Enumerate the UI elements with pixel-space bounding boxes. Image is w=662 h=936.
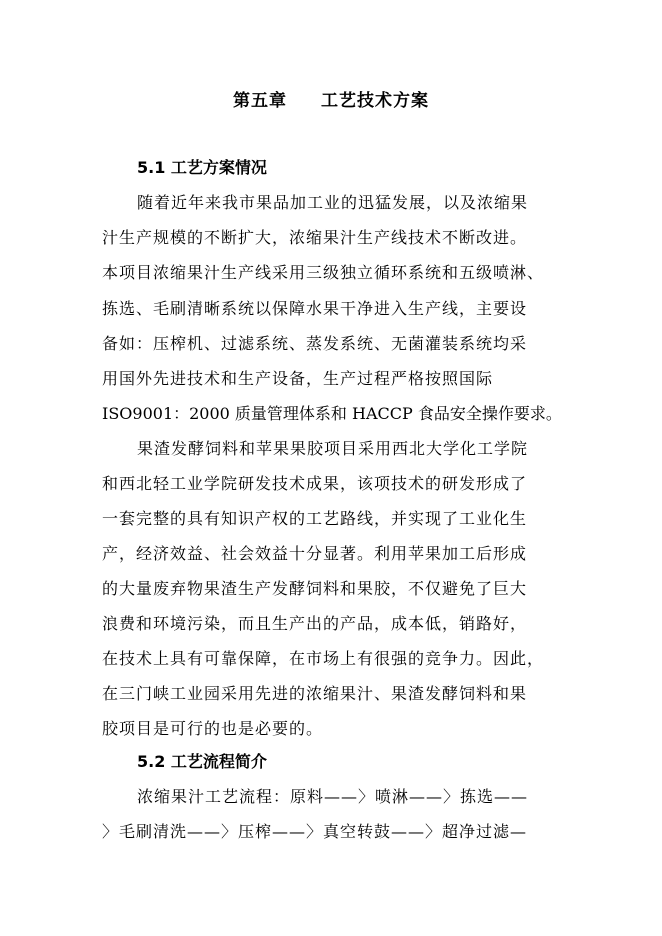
chapter-name: 工艺技术方案 bbox=[321, 91, 429, 111]
section-heading-5-2: 5.2 工艺流程简介 bbox=[137, 752, 267, 771]
paragraph-line: 浪费和环境污染，而且生产出的产品，成本低，销路好， bbox=[102, 614, 528, 633]
paragraph-line: 随着近年来我市果品加工业的迅猛发展，以及浓缩果 bbox=[137, 193, 529, 212]
section-heading-5-1: 5.1 工艺方案情况 bbox=[137, 158, 267, 177]
paragraph-line: 〉毛刷清洗——〉压榨——〉真空转鼓——〉超净过滤— bbox=[102, 822, 528, 841]
paragraph-line: 用国外先进技术和生产设备，生产过程严格按照国际 bbox=[102, 369, 494, 388]
paragraph-line: 在技术上具有可靠保障，在市场上有很强的竞争力。因此， bbox=[102, 649, 545, 668]
paragraph-line: ISO9001：2000 质量管理体系和 HACCP 食品安全操作要求。 bbox=[102, 404, 562, 423]
paragraph-line: 产，经济效益、社会效益十分显著。利用苹果加工后形成 bbox=[102, 544, 528, 563]
chapter-title bbox=[0, 86, 662, 111]
paragraph-line: 胶项目是可行的也是必要的。 bbox=[102, 719, 324, 738]
paragraph-line: 果渣发酵饲料和苹果果胶项目采用西北大学化工学院 bbox=[137, 439, 529, 458]
paragraph-line: 在三门峡工业园采用先进的浓缩果汁、果渣发酵饲料和果 bbox=[102, 684, 528, 703]
chapter-number: 第五章 bbox=[233, 91, 287, 111]
paragraph-line: 一套完整的具有知识产权的工艺路线，并实现了工业化生 bbox=[102, 509, 528, 528]
paragraph-line: 拣选、毛刷清晰系统以保障水果干净进入生产线，主要设 bbox=[102, 299, 528, 318]
paragraph-line: 本项目浓缩果汁生产线采用三级独立循环系统和五级喷淋、 bbox=[102, 263, 545, 282]
paragraph-line: 的大量废弃物果渣生产发酵饲料和果胶，不仅避免了巨大 bbox=[102, 579, 528, 598]
paragraph-line: 汁生产规模的不断扩大，浓缩果汁生产线技术不断改进。 bbox=[102, 228, 528, 247]
paragraph-line: 浓缩果汁工艺流程：原料——〉喷淋——〉拣选—— bbox=[137, 787, 529, 806]
paragraph-line: 和西北轻工业学院研发技术成果，该项技术的研发形成了 bbox=[102, 474, 528, 493]
paragraph-line: 备如：压榨机、过滤系统、蒸发系统、无菌灌装系统均采 bbox=[102, 334, 528, 353]
